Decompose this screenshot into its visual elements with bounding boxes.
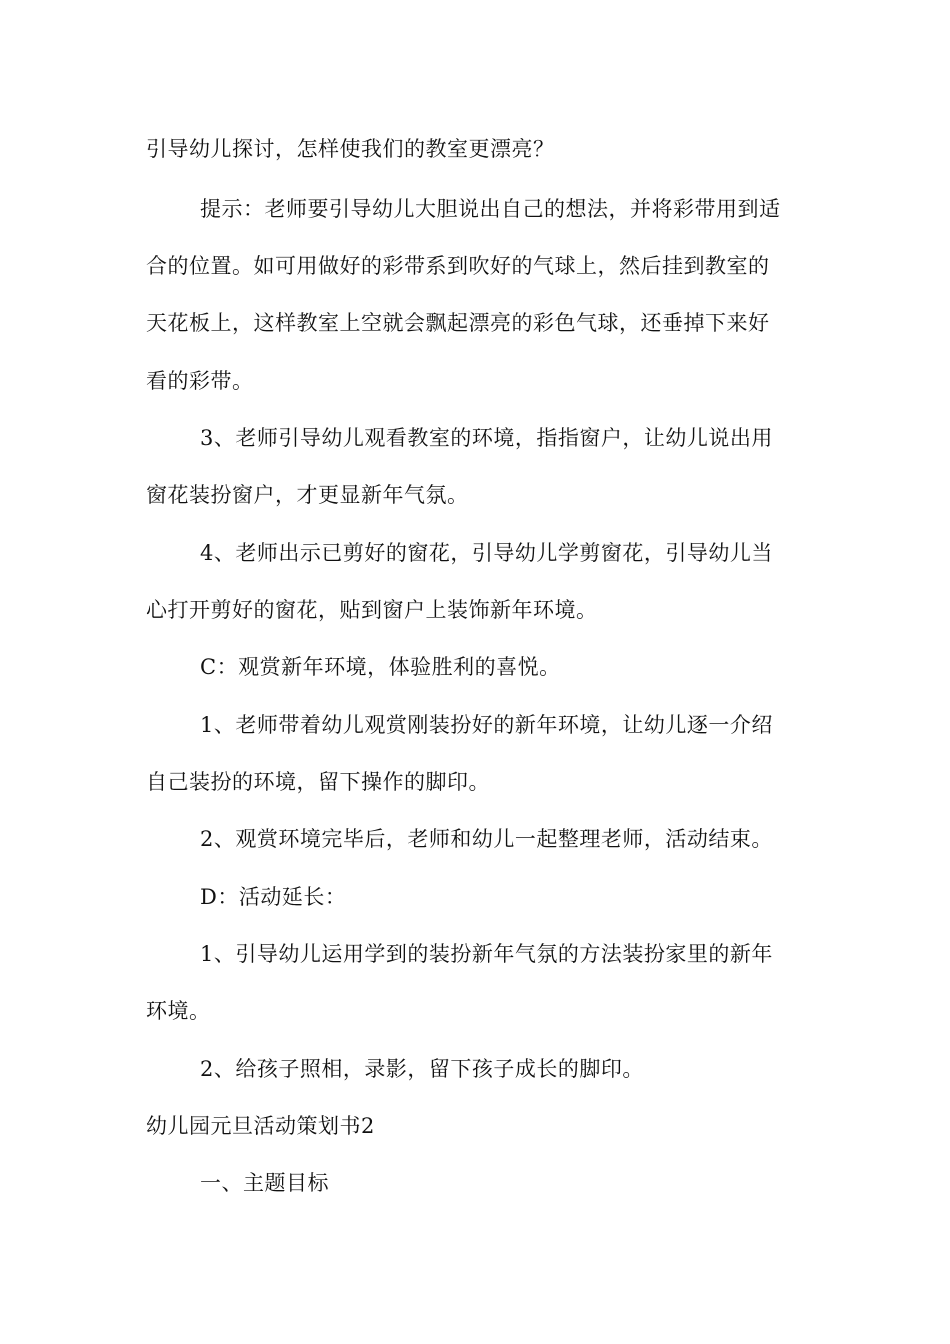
paragraph-line: 1、老师带着幼儿观赏刚装扮好的新年环境，让幼儿逐一介绍 (200, 713, 773, 737)
subsection-heading: 一、主题目标 (200, 1171, 329, 1195)
paragraph-line: 4、老师出示已剪好的窗花，引导幼儿学剪窗花，引导幼儿当 (200, 541, 773, 565)
paragraph-line: 2、给孩子照相，录影，留下孩子成长的脚印。 (200, 1057, 644, 1081)
paragraph-line: 提示：老师要引导幼儿大胆说出自己的想法，并将彩带用到适 (200, 197, 781, 221)
paragraph-line: 自己装扮的环境，留下操作的脚印。 (146, 770, 490, 794)
section-heading: 幼儿园元旦活动策划书2 (146, 1114, 375, 1138)
paragraph-line: 看的彩带。 (146, 369, 254, 393)
paragraph-line: 3、老师引导幼儿观看教室的环境，指指窗户，让幼儿说出用 (200, 426, 773, 450)
paragraph-line: 1、引导幼儿运用学到的装扮新年气氛的方法装扮家里的新年 (200, 942, 773, 966)
paragraph-line: 2、观赏环境完毕后，老师和幼儿一起整理老师，活动结束。 (200, 827, 773, 851)
paragraph-line: 环境。 (146, 999, 211, 1023)
paragraph-line: 引导幼儿探讨，怎样使我们的教室更漂亮？ (146, 137, 555, 161)
paragraph-line: 天花板上，这样教室上空就会飘起漂亮的彩色气球，还垂掉下来好 (146, 311, 770, 335)
paragraph-line: D：活动延长： (200, 885, 347, 909)
paragraph-line: 合的位置。如可用做好的彩带系到吹好的气球上，然后挂到教室的 (146, 254, 770, 278)
paragraph-line: 心打开剪好的窗花，贴到窗户上装饰新年环境。 (146, 598, 598, 622)
paragraph-line: C：观赏新年环境，体验胜利的喜悦。 (200, 655, 561, 679)
paragraph-line: 窗花装扮窗户，才更显新年气氛。 (146, 483, 469, 507)
